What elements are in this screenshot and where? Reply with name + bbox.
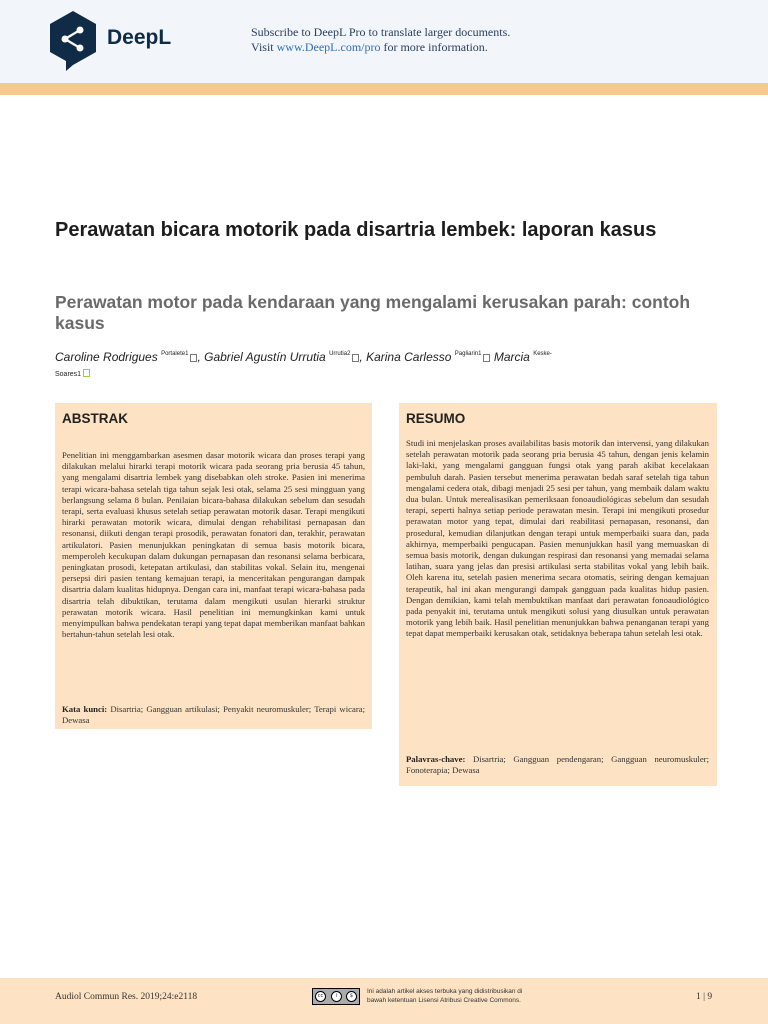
banner-line-1: Subscribe to DeepL Pro to translate larger documents. — [251, 25, 511, 39]
abstrak-body: Penelitian ini menggambarkan asesmen dasar motorik wicara dan proses terapi yang dilakukan melalui hirarki terapi motorik wicara pada seorang pria berusia 45 tahun, yang mengalami disartria lembek yang disebabkan oleh stroke. Pasien ini menerima terapi wicara-bahasa setelah tiga tahun sejak lesi otak, selama 25 sesi mingguan yang berlangsung selama 8 bulan. Penilaian bicara-bahasa dilakukan sebelum dan sesudah terapi, serta evaluasi khusus setelah setiap perawatan motorik dasar. Terapi mengikuti hirarki perawatan motorik wicara, dimulai dengan rehabilitasi pernapasan dan resonansi, diikuti dengan terapi prosodik, perawatan fonatori dan, terakhir, perawatan artikulatori. Pasien menunjukkan peningkatan di semua basis motorik bicara, memperoleh kecukupan dalam dukungan pernapasan dan resonansi selama berbicara, peningkatan prosodi, ketepatan artikulasi, dan stabilitas vokal. Selain itu, mengenai persepsi diri pasien tentang kemajuan terapi, ia menceritakan pengurangan dampak disartria dalam kualitas hidupnya. Dengan cara ini, manfaat terapi wicara-bahasa pada disartria telah dibuktikan, terutama dalam mengikuti usulan hierarki struktur perawatan motorik wicara. Hasil penelitian ini memungkinkan kami untuk menyimpulkan bahwa pendekatan terapi yang tepat dapat memberikan manfaat bahkan bertahun-tahun setelah lesi otak. — [62, 450, 365, 640]
page-number: 1 | 9 — [696, 992, 713, 1002]
deepl-banner — [0, 0, 768, 83]
abstrak-keywords: Kata kunci: Disartria; Gangguan artikulasi; Penyakit neuromuskuler; Terapi wicara; Dewasa — [62, 704, 365, 726]
license-text: Ini adalah artikel akses terbuka yang didistribusikan di bawah ketentuan Lisensi Atribusi Creative Commons. — [367, 988, 523, 1004]
article-subtitle: Perawatan motor pada kendaraan yang mengalami kerusakan parah: contoh kasus — [55, 292, 691, 333]
deepl-pro-link[interactable]: www.DeepL.com/pro — [276, 40, 381, 54]
page-footer — [0, 978, 768, 1024]
resumo-body: Studi ini menjelaskan proses availabilitas basis motorik dan intervensi, yang dilakukan setelah perawatan motorik pada seorang pria berusia 45 tahun, dengan jenis kelamin laki-laki, yang mengalami gangguan fungsi otak yang parah akibat kecelakaan pembuluh darah. Pasien tersebut menerima perawatan bedah saraf setelah tiga tahun mengalami cedera otak, dibagi menjadi 25 sesi per tahun, yang membaik dalam waktu dua bulan. Untuk merealisasikan pemeriksaan fonoaudiológicas sebelum dan sesudah terapi, seperti halnya setiap periode perawatan mesin. Terapi ini mengikuti prosedur perawatan motor yang tepat, dimulai dari reabilitasi pernapasan, resonansi, dan prosedural, kemudian dilanjutkan dengan terapi untuk memperbaiki suara dan, pada akhirnya, memperbaiki pengucapan. Pasien menunjukkan hasil yang memuaskan di semua basis motorik, dengan dukungan respirasi dan resonansi yang memadai selama latihan, suara yang jelas dan presisi artikulasi serta stabilitas vokal yang lebih baik. Oleh karena itu, setelah pasien menerima secara otomatis, seiring dengan kemajuan terapeutik, hal ini akan mengurangi dampak gangguan pada kualitas hidup pasien. Dengan demikian, kami telah membuktikan manfaat dari perawatan fonoaudiológico pada penyakit ini, terutama untuk mengikuti solusi yang diusulkan untuk perawatan motorik yang lebih baik. Hasil penelitian menunjukkan bahwa penanganan terapi yang tepat dapat memperbaiki kerusakan otak, setidaknya beberapa tahun setelah lesi otak. — [406, 438, 709, 639]
deepl-logo-icon[interactable] — [48, 10, 98, 72]
abstrak-box — [55, 403, 372, 729]
banner-message — [251, 25, 510, 55]
author-name: Gabriel Agustín Urrutia — [204, 350, 326, 364]
orcid-icon[interactable] — [483, 354, 490, 362]
resumo-heading: RESUMO — [406, 411, 466, 426]
deepl-logo-text: DeepL — [107, 26, 172, 49]
author-name: Caroline Rodrigues — [55, 350, 158, 364]
orcid-icon[interactable] — [190, 354, 197, 362]
author-name: Marcia — [493, 350, 530, 364]
orcid-icon[interactable] — [83, 369, 90, 377]
journal-citation: Audiol Commun Res. 2019;24:e2118 — [55, 992, 198, 1002]
abstrak-heading: ABSTRAK — [62, 411, 128, 426]
author-list: Caroline Rodrigues $^{Portalete1}$ , Gabriel Agustín Urrutia $^{Urrutia2}$ , Karina Carlesso $^{Pagliarin1}$ Marcia $^{Keske-}$ Soares1 — [55, 350, 552, 378]
author-affiliation: Soares1 — [55, 371, 82, 378]
banner-stripe — [0, 83, 768, 95]
resumo-keywords: Palavras-chave: Disartria; Gangguan pendengaran; Gangguan neuromuskuler; Fonoterapia; Dewasa — [406, 754, 709, 776]
orcid-icon[interactable] — [352, 354, 359, 362]
author-name: Karina Carlesso — [366, 350, 452, 364]
banner-line-2: Visit www.DeepL.com/pro for more information. — [251, 40, 488, 54]
creative-commons-badge-icon[interactable]: cc i $ — [312, 988, 360, 1005]
article-title: Perawatan bicara motorik pada disartria lembek: laporan kasus — [55, 219, 657, 241]
resumo-box — [399, 403, 717, 786]
